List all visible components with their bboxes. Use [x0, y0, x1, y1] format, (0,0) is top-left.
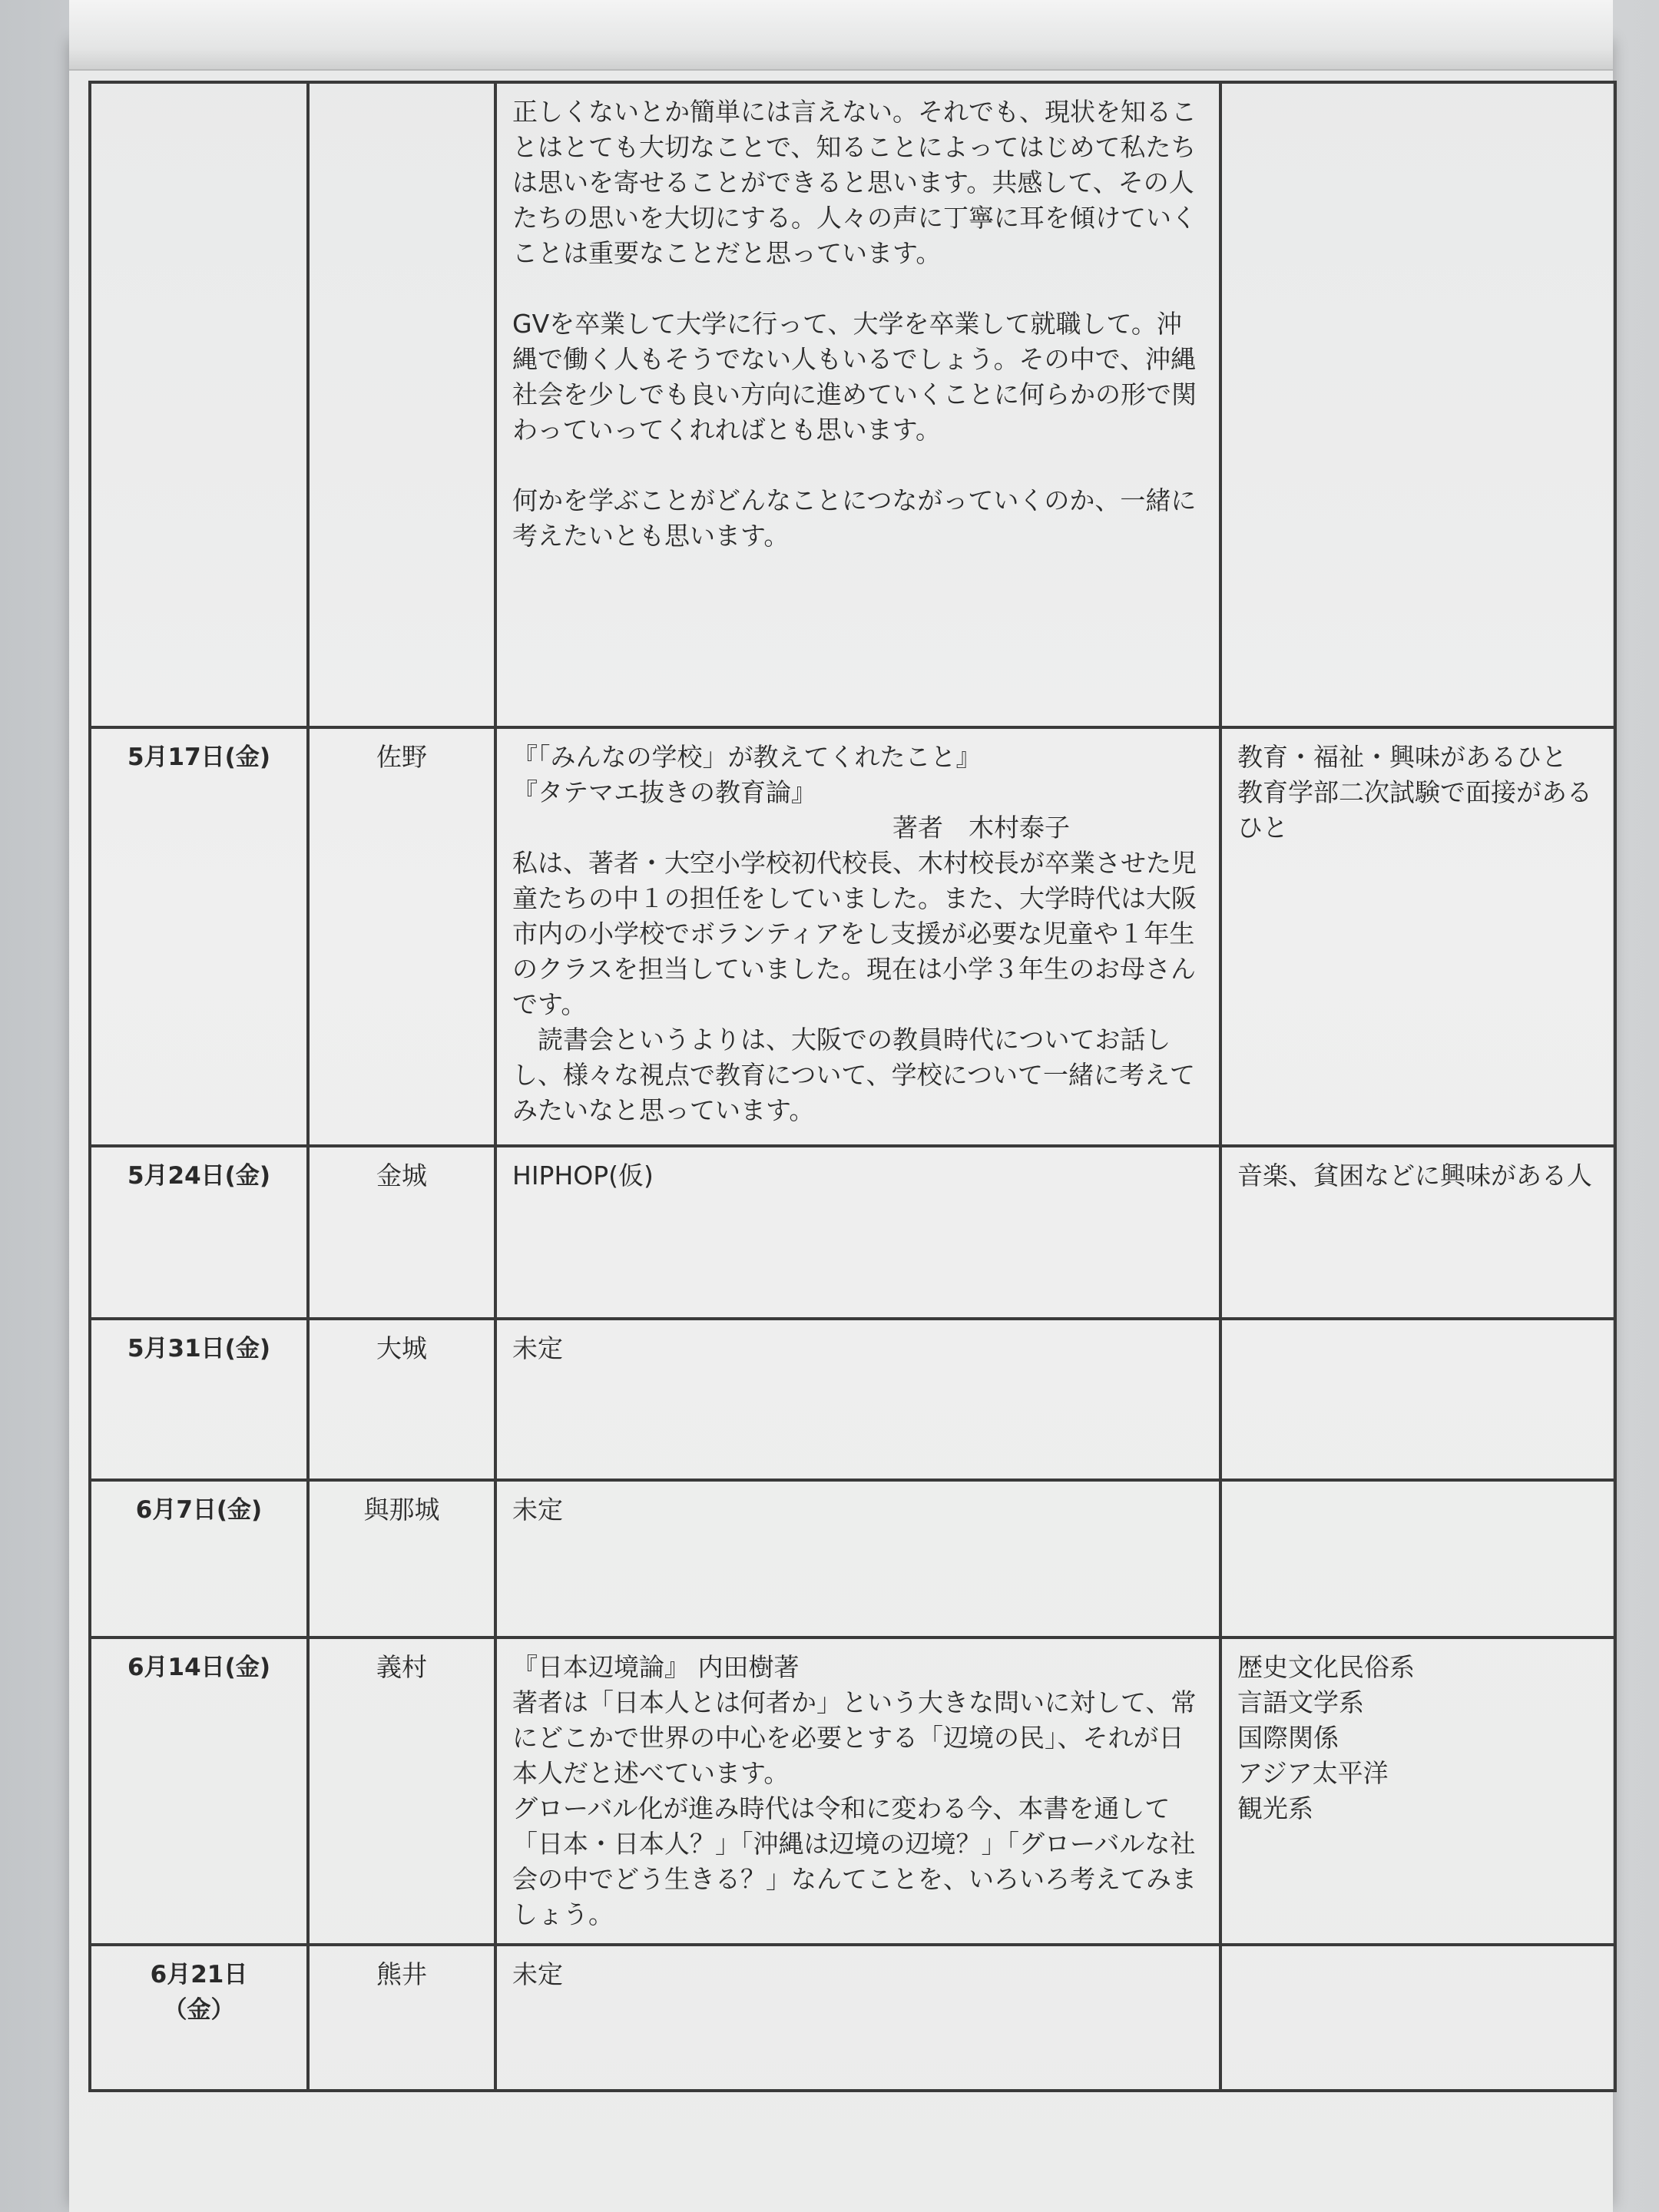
target-cell [1220, 1480, 1615, 1637]
table-row [90, 727, 1615, 1146]
table-row [90, 1480, 1615, 1637]
table-row [90, 1146, 1615, 1319]
target-cell [1220, 82, 1615, 727]
date-cell: 5月24日(金) [90, 1146, 308, 1319]
content-cell: 正しくないとか簡単には言えない。それでも、現状を知ることはとても大切なことで、知ることによってはじめて私たちは思いを寄せることができると思います。共感して、その人たちの思いを大切にする。人々の声に丁寧に耳を傾けていくことは重要なことだと思っています。 GVを卒業して大学に行って、大学を卒業して就職して。沖縄で働く人もそうでない人もいるでしょう。その中で、沖縄社会を少しでも良い方向に進めていくことに何らかの形で関わっていってくれればとも思います。 何かを学ぶことがどんなことにつながっていくのか、一緒に考えたいとも思います。 [495, 82, 1220, 727]
date-cell: 6月21日 （金） [90, 1945, 308, 2091]
target-cell [1220, 1319, 1615, 1480]
presenter-cell: 佐野 [308, 727, 495, 1146]
table-row [90, 1945, 1615, 2091]
content-cell: HIPHOP(仮) [495, 1146, 1220, 1319]
table-row [90, 1319, 1615, 1480]
presenter-cell: 大城 [308, 1319, 495, 1480]
paper-fold [69, 0, 1613, 71]
target-cell: 教育・福祉・興味があるひと 教育学部二次試験で面接があるひと [1220, 727, 1615, 1146]
content-cell: 未定 [495, 1480, 1220, 1637]
table-row [90, 82, 1615, 727]
target-cell: 音楽、貧困などに興味がある人 [1220, 1146, 1615, 1319]
presenter-cell: 義村 [308, 1637, 495, 1945]
content-cell: 『「みんなの学校」が教えてくれたこと』 『タテマエ抜きの教育論』 著者 木村泰子 私は、著者・大空小学校初代校長、木村校長が卒業させた児童たちの中１の担任をしていました。また、大学時代は大阪市内の小学校でボランティアをし支援が必要な児童や１年生のクラスを担当していました。現在は小学３年生のお母さんです。 読書会というよりは、大阪での教員時代についてお話しし、様々な視点で教育について、学校について一緒に考えてみたいなと思っています。 [495, 727, 1220, 1146]
content-cell: 未定 [495, 1319, 1220, 1480]
presenter-cell: 與那城 [308, 1480, 495, 1637]
date-cell [90, 82, 308, 727]
presenter-cell: 熊井 [308, 1945, 495, 2091]
date-cell: 5月31日(金) [90, 1319, 308, 1480]
date-cell: 6月14日(金) [90, 1637, 308, 1945]
target-cell [1220, 1945, 1615, 2091]
schedule-table [88, 81, 1617, 2092]
date-cell: 6月7日(金) [90, 1480, 308, 1637]
table-row [90, 1637, 1615, 1945]
date-cell: 5月17日(金) [90, 727, 308, 1146]
presenter-cell [308, 82, 495, 727]
content-cell: 『日本辺境論』 内田樹著 著者は「日本人とは何者か」という大きな問いに対して、常にどこかで世界の中心を必要とする「辺境の民」、それが日本人だと述べています。 グローバル化が進み時代は令和に変わる今、本書を通して「日本・日本人？」「沖縄は辺境の辺境？」「グローバルな社会の中でどう生きる？」なんてことを、いろいろ考えてみましょう。 [495, 1637, 1220, 1945]
content-cell: 未定 [495, 1945, 1220, 2091]
presenter-cell: 金城 [308, 1146, 495, 1319]
target-cell: 歴史文化民俗系 言語文学系 国際関係 アジア太平洋 観光系 [1220, 1637, 1615, 1945]
